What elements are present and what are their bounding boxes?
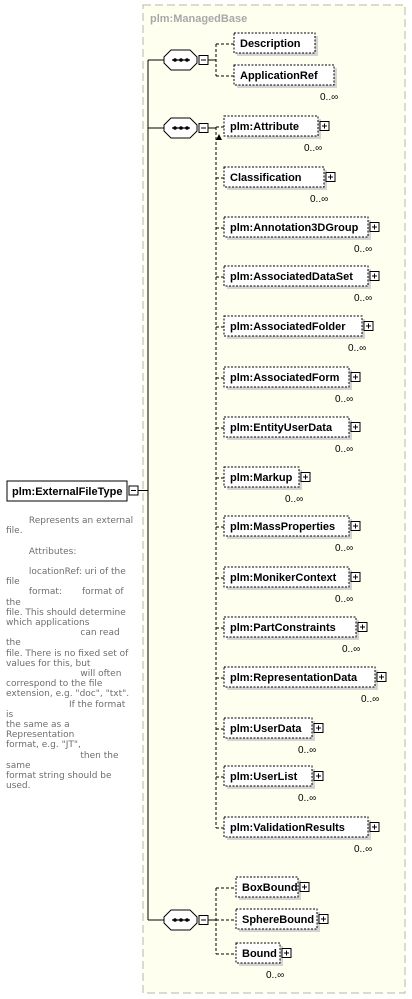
expand-toggle[interactable] [370,272,379,281]
expand-toggle[interactable] [370,823,379,832]
expand-toggle[interactable] [326,173,335,182]
sequence3-element[interactable] [236,909,328,932]
multiplicity-label: 0..∞ [361,694,380,705]
multiplicity-label: 0..∞ [266,970,285,981]
expand-toggle[interactable] [358,623,367,632]
multiplicity-label: 0..∞ [304,143,323,154]
expand-toggle[interactable] [320,122,329,131]
root-annotation: Represents an external file. Attributes: locationRef: uri of the file format: format of the file. This should determine which applications can read the file. There is no fixed set of values for this, but will often correspond to the file extension, e.g. "doc", "txt". If the format is the same as a Representation format, e.g. "JT", then the same format string should be used. [6,516,134,792]
expand-toggle[interactable] [301,473,310,482]
root-element-label: plm:ExternalFileType [12,486,123,498]
element-label: plm:MonikerContext [230,572,337,584]
element-label: plm:Attribute [230,121,300,133]
expand-toggle[interactable] [314,724,323,733]
multiplicity-label: 0..∞ [335,444,354,455]
multiplicity-label: 0..∞ [342,644,361,655]
element-label: plm:Markup [230,472,293,484]
element-label: plm:AssociatedForm [230,372,340,384]
element-label: Bound [242,948,277,960]
sequence-collapse-toggle[interactable] [199,916,208,925]
expand-toggle[interactable] [351,373,360,382]
root-collapse-toggle[interactable] [129,486,138,495]
expand-toggle[interactable] [282,949,291,958]
element-label: plm:AssociatedFolder [230,321,346,333]
sequence3-element[interactable] [236,877,309,900]
multiplicity-label: 0..∞ [335,594,354,605]
element-label: plm:RepresentationData [230,672,358,684]
expand-toggle[interactable] [314,772,323,781]
multiplicity-label: 0..∞ [298,793,317,804]
multiplicity-label: 0..∞ [310,194,329,205]
root-element[interactable] [7,481,127,501]
multiplicity-label: 0..∞ [285,494,304,505]
multiplicity-label: 0..∞ [348,343,367,354]
element-label: plm:ValidationResults [230,822,345,834]
element-label: ApplicationRef [240,70,318,82]
expand-toggle[interactable] [351,522,360,531]
multiplicity-label: 0..∞ [298,745,317,756]
element-label: BoxBound [242,882,298,894]
container-title: plm:ManagedBase [150,13,248,25]
expand-toggle[interactable] [319,915,328,924]
multiplicity-label: 0..∞ [335,394,354,405]
expand-toggle[interactable] [364,322,373,331]
element-label: plm:Annotation3DGroup [230,222,359,234]
expand-toggle[interactable] [300,883,309,892]
element-label: Classification [230,172,302,184]
element-label: plm:AssociatedDataSet [230,271,353,283]
element-label: plm:EntityUserData [230,422,333,434]
sequence1-element[interactable] [234,33,318,56]
element-label: plm:PartConstraints [230,622,336,634]
multiplicity-label: 0..∞ [335,543,354,554]
multiplicity-label: 0..∞ [354,844,373,855]
sequence-collapse-toggle[interactable] [199,124,208,133]
multiplicity-label: 0..∞ [354,293,373,304]
expand-toggle[interactable] [377,673,386,682]
expand-toggle[interactable] [351,573,360,582]
expand-toggle[interactable] [370,223,379,232]
element-label: plm:UserData [230,723,302,735]
expand-toggle[interactable] [351,423,360,432]
element-label: plm:UserList [230,771,298,783]
multiplicity-label: 0..∞ [320,92,339,103]
sequence-collapse-toggle[interactable] [199,56,208,65]
element-label: plm:MassProperties [230,521,336,533]
multiplicity-label: 0..∞ [354,244,373,255]
element-label: Description [240,38,301,50]
element-label: SphereBound [242,914,315,926]
